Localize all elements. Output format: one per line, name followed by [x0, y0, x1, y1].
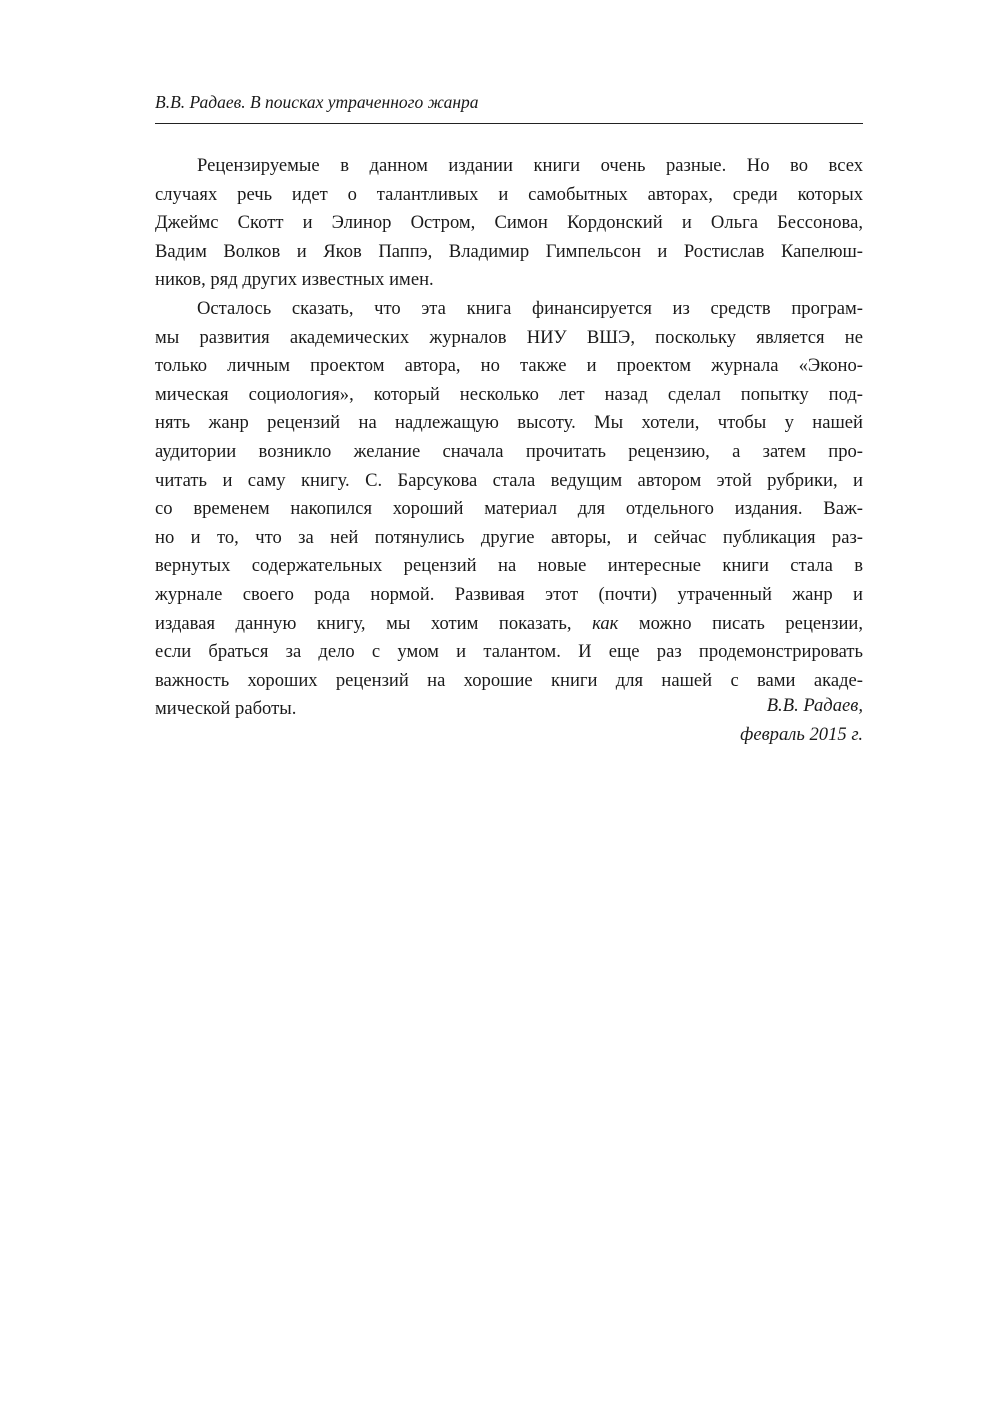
paragraph-line-mixed [155, 610, 863, 639]
paragraph-line: мы развития академических журналов НИУ ВШЭ, поскольку является не [155, 326, 863, 348]
paragraph-1 [155, 152, 863, 295]
signature-date: февраль 2015 г. [740, 723, 863, 745]
paragraph-line: журнале своего рода нормой. Развивая этот (почти) утраченный жанр и [155, 583, 863, 605]
paragraph-line: аудитории возникло желание сначала прочитать рецензию, а затем про- [155, 440, 863, 462]
paragraph-line: Джеймс Скотт и Элинор Остром, Симон Кордонский и Ольга Бессонова, [155, 212, 863, 234]
line-start: издавая данную книгу, мы хотим показать, [155, 612, 572, 634]
paragraph-line: Вадим Волков и Яков Паппэ, Владимир Гимпельсон и Ростислав Капелюш- [155, 240, 863, 262]
paragraph-line: Осталось сказать, что эта книга финансируется из средств програм- [197, 297, 863, 319]
signature-block [563, 692, 863, 749]
body-text [155, 152, 863, 724]
paragraph-line: Рецензируемые в данном издании книги очень разные. Но во всех [197, 155, 863, 176]
paragraph-line: вернутых содержательных рецензий на новые интересные книги стала в [155, 555, 863, 577]
paragraph-2 [155, 295, 863, 724]
header-rule [155, 123, 863, 124]
paragraph-line: ников, ряд других известных имен. [155, 269, 434, 291]
paragraph-line: но и то, что за ней потянулись другие авторы, и сейчас публикация раз- [155, 526, 863, 548]
signature-author: В.В. Радаев, [766, 695, 863, 716]
paragraph-line: мическая социология», который несколько лет назад сделал попытку под- [155, 383, 863, 405]
paragraph-line: если браться за дело с умом и талантом. И еще раз продемонстрировать [155, 641, 863, 663]
line-end: можно писать рецензии, [638, 612, 863, 634]
italic-word: как [592, 612, 619, 634]
paragraph-line: важность хороших рецензий на хорошие книги для нашей с вами акаде- [155, 669, 863, 691]
paragraph-line: со временем накопился хороший материал для отдельного издания. Важ- [155, 498, 863, 520]
paragraph-line: читать и саму книгу. С. Барсукова стала ведущим автором этой рубрики, и [155, 469, 863, 491]
paragraph-line: только личным проектом автора, но также и проектом журнала «Эконо- [155, 355, 863, 377]
paragraph-line: мической работы. [155, 698, 297, 720]
running-header: В.В. Радаев. В поисках утраченного жанра [155, 92, 479, 112]
paragraph-line: нять жанр рецензий на надлежащую высоту. Мы хотели, чтобы у нашей [155, 412, 863, 434]
paragraph-line: случаях речь идет о талантливых и самобытных авторах, среди которых [155, 183, 863, 205]
